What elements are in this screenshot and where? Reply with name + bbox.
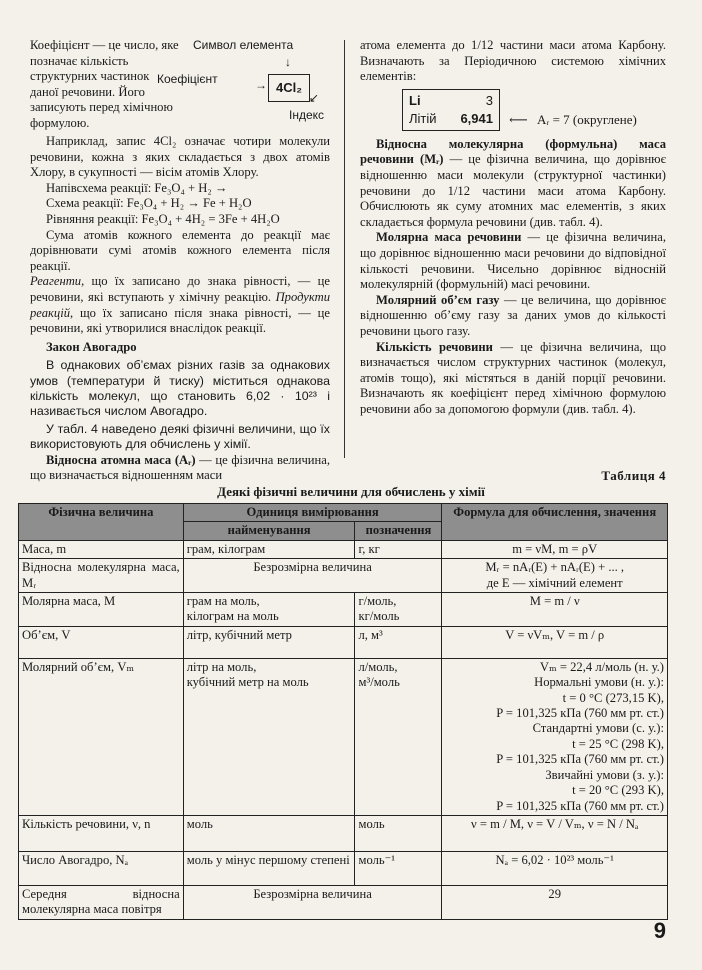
- molar-volume-paragraph: [360, 293, 666, 340]
- quantity-cell: Об’єм, V: [19, 626, 184, 658]
- products-definition: , що їх записано після знака рівності, — це речовини, які утворилися внаслідок реакції.: [30, 305, 330, 336]
- column-divider: [344, 40, 345, 458]
- relative-atomic-continuation: атома елемента до 1/12 частини маси атома Карбону. Визначають за Періодичною системою хімічних елементів:: [360, 38, 666, 84]
- index-pointer-icon: ↙: [309, 91, 320, 105]
- formula-cell: m = νM, m = ρV: [442, 540, 668, 558]
- lithium-note: Aᵣ = 7 (округлене): [536, 112, 637, 128]
- right-column: [360, 38, 666, 417]
- quantity-cell: Кількість речовини, ν, n: [19, 815, 184, 851]
- products-term: Продукти реакцій: [30, 289, 330, 320]
- table-caption: Таблиця 4: [601, 468, 666, 483]
- coefficient-definition: Коефіцієнт — це число, яке позначає кількість структурних частинок даної речовини. Його записують перед хімічною формулою.: [30, 38, 179, 130]
- quantity-cell: Молярна маса, M: [19, 593, 184, 627]
- header-unit: Одиниця вимірювання: [183, 504, 442, 522]
- header-unit-symbol: позначення: [355, 522, 442, 540]
- table-row: [19, 540, 668, 558]
- physical-quantities-table: [18, 503, 668, 920]
- half-scheme: Напівсхема реакції: Fe₃O₄ + H₂ →: [46, 180, 228, 195]
- arrow-down-icon: ↓: [285, 55, 291, 69]
- unit-name-cell: грам на моль, кілограм на моль: [183, 593, 355, 627]
- amount-paragraph: [360, 340, 666, 418]
- lithium-symbol: Li: [409, 92, 421, 108]
- unit-name-cell: моль: [183, 815, 355, 851]
- formula-cell: V = νVₘ, V = m / ρ: [442, 626, 668, 658]
- formula-cell: Mᵣ = nAᵣ(E) + nAᵣ(E) + ... , де E — хімічний елемент: [442, 559, 668, 593]
- lithium-number: 3: [485, 92, 493, 108]
- quantity-cell: Молярний об’єм, Vₘ: [19, 658, 184, 815]
- relative-atomic-definition: — це фізична величина, що визначається відношенням маси: [30, 452, 331, 483]
- table-row: [19, 593, 668, 627]
- relative-atomic-term: Відносна атомна маса (Aᵣ): [46, 452, 196, 467]
- table-title: Деякі фізичні величини для обчислень у хімії: [217, 484, 485, 499]
- index-label: Індекс: [289, 108, 325, 122]
- unit-name-cell: літр, кубічний метр: [183, 626, 355, 658]
- table-row: [19, 559, 668, 593]
- coefficient-block: [30, 38, 330, 134]
- law-text: В однакових об’ємах різних газів за однакових умов (температури й тиску) міститься однакова кількість молекул, що становить 6,02 · 10²³ і називається числом Авогадро.: [30, 358, 330, 418]
- reagents-definition: , що їх записано до знака рівності, — це речовини, які вступають у хімічну реакцію.: [30, 274, 330, 304]
- table-row: [19, 851, 668, 885]
- molar-volume-definition: — це величина, що дорівнює відношенню об’єму газу за даних умов до кількості речовини цього газу.: [360, 292, 666, 338]
- lithium-mass: 6,941: [460, 110, 493, 126]
- header-unit-name: найменування: [183, 522, 355, 540]
- quantity-cell: Середня відносна молекулярна маса повітря: [19, 885, 184, 919]
- table-row: [19, 815, 668, 851]
- reaction-equation: Рівняння реакції: Fe₃O₄ + 4H₂ = 3Fe + 4H₂O: [46, 211, 280, 226]
- header-quantity: Фізична величина: [19, 504, 184, 541]
- table-row: [19, 626, 668, 658]
- molar-mass-paragraph: [360, 230, 666, 292]
- formula-cell: 29: [442, 885, 668, 919]
- lithium-name: Літій: [409, 110, 437, 126]
- quantity-cell: Маса, m: [19, 540, 184, 558]
- unit-name-cell: літр на моль, кубічний метр на моль: [183, 658, 355, 815]
- coefficient-label: Коефіцієнт: [157, 72, 218, 86]
- dimensionless-cell: Безрозмірна величина: [183, 559, 442, 593]
- relative-molecular-paragraph: [360, 137, 666, 231]
- molar-volume-term: Молярний об’єм газу: [376, 292, 500, 307]
- law-title: Закон Авогадро: [46, 339, 137, 354]
- reagents-paragraph: [30, 274, 330, 336]
- arrow-right-icon: →: [255, 78, 267, 92]
- quantity-cell: Число Авогадро, Nₐ: [19, 851, 184, 885]
- formula-cell: Nₐ = 6,02 · 10²³ моль⁻¹: [442, 851, 668, 885]
- unit-name-cell: грам, кілограм: [183, 540, 355, 558]
- amount-definition: — це фізична величина, що визначається числом структурних частинок (молекул, атомів тощо), які містяться в даній порції речовини. Визначають як коефіцієнт перед хімічною формулою речовини або за допомогою формули (див. табл. 4).: [360, 339, 666, 416]
- table-body: [19, 540, 668, 919]
- formula-diagram: [157, 38, 333, 134]
- lithium-cell: [402, 89, 500, 131]
- unit-name-cell: моль у мінус першому степені: [183, 851, 355, 885]
- molar-mass-term: Молярна маса речовини: [376, 230, 522, 245]
- relative-molecular-definition: — це фізична величина, що дорівнює відношенню маси молекули (структурної частинки) речовини до 1/12 частини маси атома Карбону. Обчислюють як суму атомних мас елементів, з яких складається формула речовини (див. табл. 4).: [360, 152, 666, 229]
- amount-term: Кількість речовини: [376, 339, 493, 354]
- unit-symbol-cell: г, кг: [355, 540, 442, 558]
- table-reference: У табл. 4 наведено деякі фізичні величини, що їх використовують для обчислень у хімії.: [30, 422, 330, 452]
- header-formula: Формула для обчислення, значення: [442, 504, 668, 541]
- unit-symbol-cell: л/моль, м³/моль: [355, 658, 442, 815]
- example-paragraph: Наприклад, запис 4Cl₂ означає чотири молекули речовини, кожна з яких складається з двох атомів Хлору, в сукупності — вісім атомів Хлору.: [30, 134, 330, 180]
- unit-symbol-cell: г/моль, кг/моль: [355, 593, 442, 627]
- symbol-label: Символ елемента: [193, 38, 294, 52]
- arrow-left-icon: ⟵: [509, 112, 528, 128]
- sum-atoms-paragraph: Сума атомів кожного елемента до реакції має дорівнювати сумі атомів кожного елемента після реакції.: [30, 227, 330, 273]
- unit-symbol-cell: моль: [355, 815, 442, 851]
- reagents-term: Реагенти: [30, 274, 82, 289]
- relative-atomic-paragraph: [30, 453, 330, 484]
- table-row: [19, 658, 668, 815]
- formula-cell: M = m / ν: [442, 593, 668, 627]
- reaction-scheme: Схема реакції: Fe₃O₄ + H₂ → Fe + H₂O: [46, 196, 252, 211]
- dimensionless-cell: Безрозмірна величина: [183, 885, 442, 919]
- table-row: [19, 885, 668, 919]
- left-column: [30, 38, 330, 484]
- molar-mass-definition: — це фізична величина, що дорівнює відношенню маси речовини до відповідної кількості речовини. Чисельно дорівнює відносній молекулярній (формульній) масі речовини.: [360, 230, 666, 292]
- formula-cell: ν = m / M, ν = V / Vₘ, ν = N / Nₐ: [442, 815, 668, 851]
- formula-box: 4Cl₂: [268, 74, 310, 102]
- unit-symbol-cell: моль⁻¹: [355, 851, 442, 885]
- unit-symbol-cell: л, м³: [355, 626, 442, 658]
- formula-cell: Vₘ = 22,4 л/моль (н. у.) Нормальні умови (н. у.): t = 0 °C (273,15 K), P = 101,325 кПа (760 мм рт. ст.) Стандартні умови (с. у.): t = 25 °C (298 K), P = 101,325 кПа (760 мм рт. ст.) Звичайні умови (з. у.): t = 20 °C (293 K), P = 101,325 кПа (760 мм рт. ст.): [442, 658, 668, 815]
- relative-molecular-term: Відносна молекулярна (формульна) маса речовини (Mᵣ): [360, 136, 666, 167]
- lithium-example: [360, 85, 666, 137]
- page-number: 9: [653, 918, 666, 943]
- quantity-cell: Відносна молекулярна маса, Mᵣ: [19, 559, 184, 593]
